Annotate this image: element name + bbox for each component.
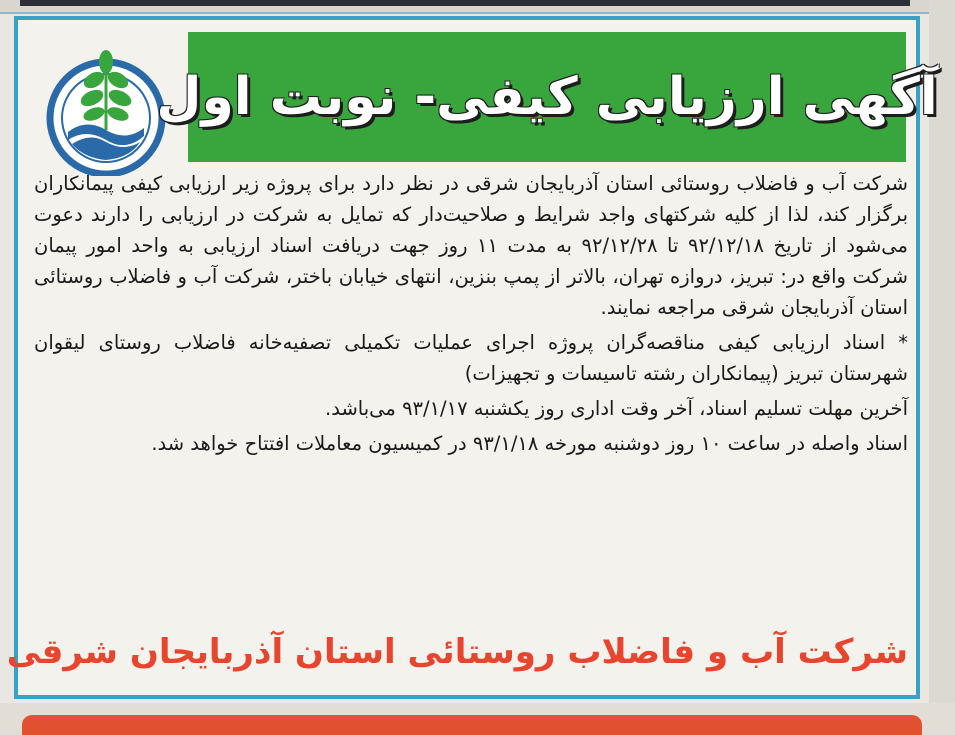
submission-deadline-paragraph: آخرین مهلت تسلیم اسناد، آخر وقت اداری روز یکشنبه ۹۳/۱/۱۷ می‌باشد. xyxy=(325,397,908,420)
water-company-logo-icon xyxy=(38,40,174,176)
advertisement-title: آگهی ارزیابی کیفی- نوبت اول xyxy=(156,67,938,127)
top-dark-band xyxy=(20,0,910,6)
opening-date-paragraph: اسناد واصله در ساعت ۱۰ روز دوشنبه مورخه ۹۳/۱/۱۸ در کمیسیون معاملات افتتاح خواهد شد. xyxy=(151,432,908,455)
newspaper-top-strip xyxy=(0,0,955,14)
advertisement-frame xyxy=(6,16,938,699)
company-signature: شرکت آب و فاضلاب روستائی استان آذربایجان شرقی xyxy=(6,632,908,672)
project-description-paragraph: * اسناد ارزیابی کیفی مناقصه‌گران پروژه اجرای عملیات تکمیلی تصفیه‌خانه فاضلاب روستای لیقوان شهرستان تبریز (پیمانکاران رشته تاسیسات و تجهیزات) xyxy=(34,331,908,385)
invitation-paragraph: شرکت آب و فاضلاب روستائی استان آذربایجان شرقی در نظر دارد برای پروژه زیر ارزیابی کیفی پیمانکاران برگزار کند، لذا از کلیه شرکتهای واجد شرایط و صلاحیت‌دار که تمایل به شرکت در ارزیابی را دارند دعوت می‌شود از تاریخ ۹۲/۱۲/۱۸ تا ۹۲/۱۲/۲۸ به مدت ۱۱ روز جهت دریافت اسناد ارزیابی به واحد امور پیمان شرکت واقع در: تبریز، دروازه تهران، بالاتر از پمپ بنزین، انتهای خیابان باختر، شرکت آب و فاضلاب روستائی استان آذربایجان شرقی مراجعه نمایند. xyxy=(34,172,909,319)
next-ad-red-band xyxy=(22,715,922,735)
newspaper-bottom-strip xyxy=(0,703,955,735)
header-banner xyxy=(156,32,938,162)
advertisement-body xyxy=(34,168,908,459)
